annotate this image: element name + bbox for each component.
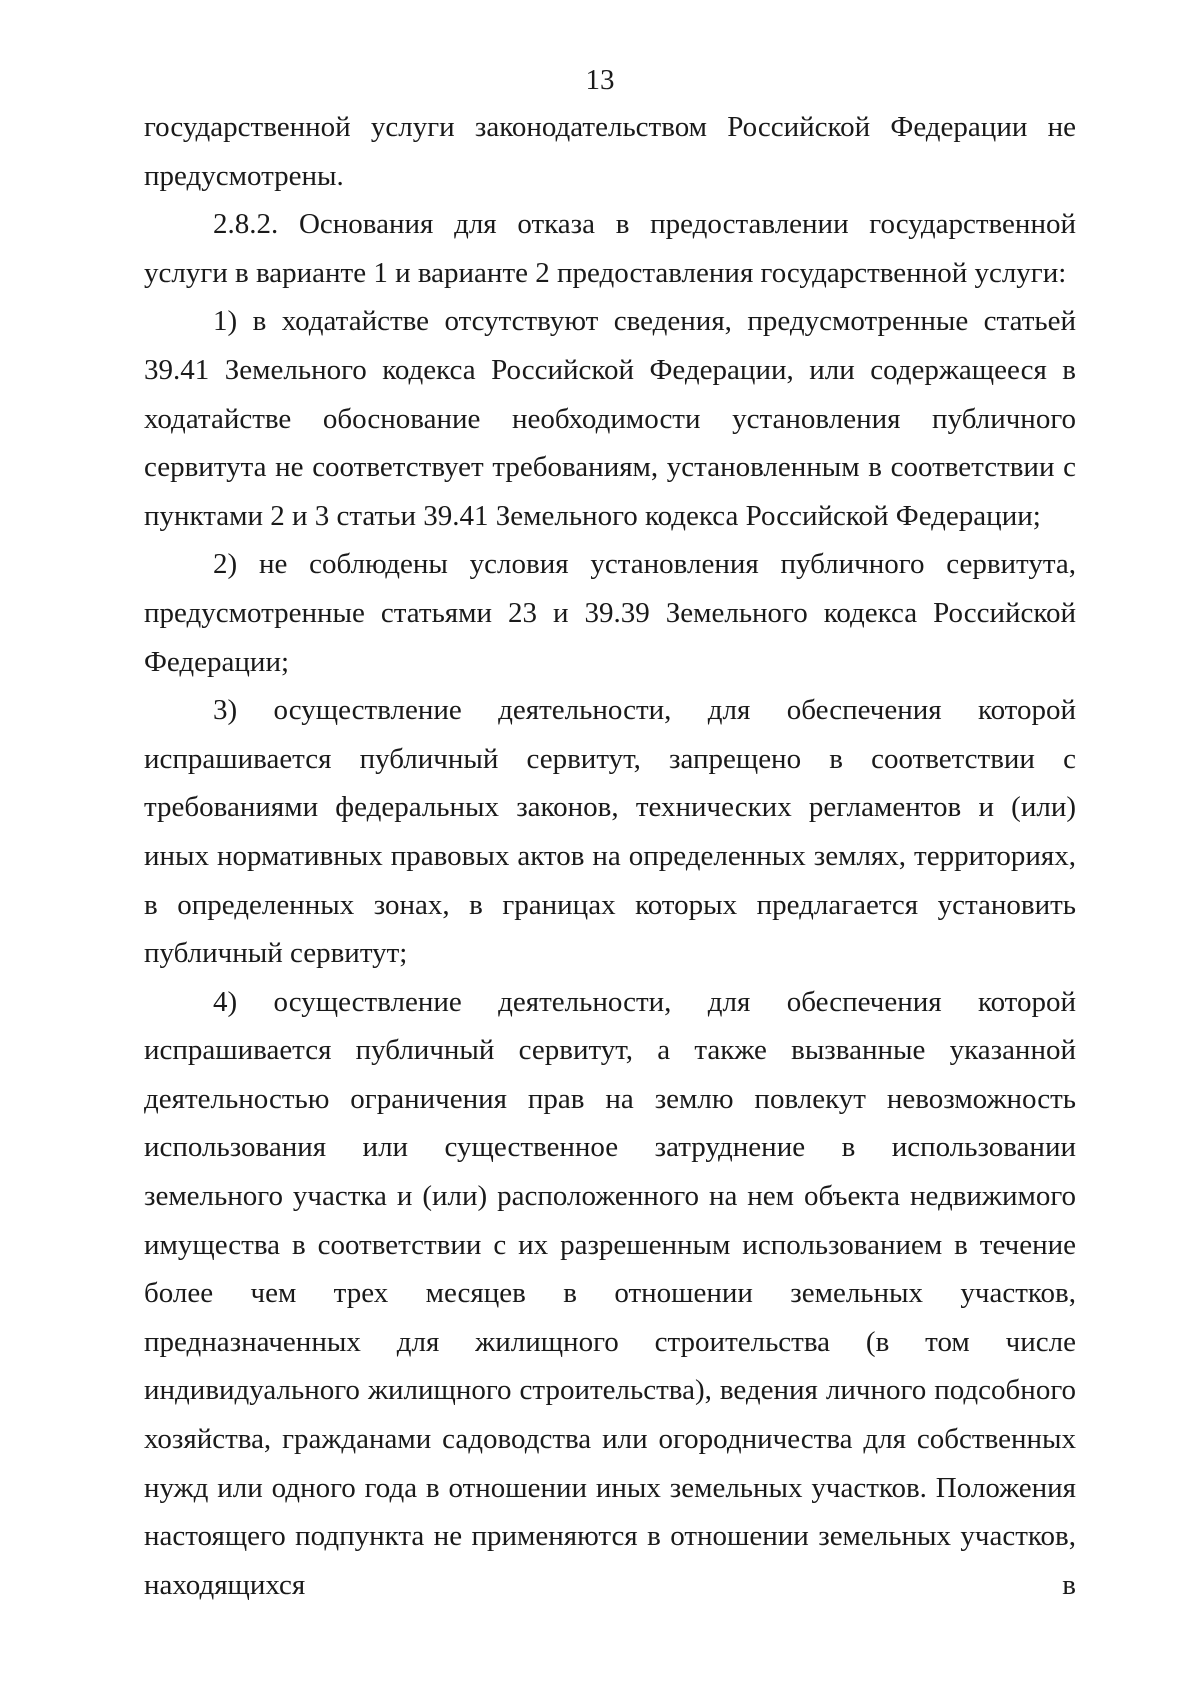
list-item-4: 4) осуществление деятельности, для обеспечения которой испрашивается публичный сервитут, а также вызванные указанной деятельностью ограничения прав на землю повлекут невозможность использования или существенное затруднение в использовании земельного участка и (или) расположенного на нем объекта недвижимого имущества в соответствии с их разрешенным использованием в течение более чем трех месяцев в отношении земельных участков, предназначенных для жилищного строительства (в том числе индивидуального жилищного строительства), ведения личного подсобного хозяйства, гражданами садоводства или огородничества для собственных нужд или одного года в отношении иных земельных участков. Положения настоящего подпункта не применяются в отношении земельных участков, находящихся в [144,985,1076,1601]
list-item-1: 1) в ходатайстве отсутствуют сведения, предусмотренные статьей 39.41 Земельного кодекса Российской Федерации, или содержащееся в ходатайстве обоснование необходимости установления публичного сервитута не соответствует требованиям, установленным в соответствии с пунктами 2 и 3 статьи 39.41 Земельного кодекса Российской Федерации; [144,305,1076,532]
paragraph-continuation: государственной услуги законодательством Российской Федерации не предусмотрены. [144,111,1076,192]
list-item-2: 2) не соблюдены условия установления публичного сервитута, предусмотренные статьями 23 и 39.39 Земельного кодекса Российской Федерации; [144,548,1076,678]
list-item-3: 3) осуществление деятельности, для обеспечения которой испрашивается публичный сервитут, запрещено в соответствии с требованиями федеральных законов, технических регламентов и (или) иных нормативных правовых актов на определенных землях, территориях, в определенных зонах, в границах которых предлагается установить публичный сервитут; [144,694,1076,970]
page-number: 13 [585,64,615,96]
document-body [144,103,1076,1609]
paragraph-2-8-2: 2.8.2. Основания для отказа в предоставлении государственной услуги в варианте 1 и варианте 2 предоставления государственной услуги: [144,208,1076,289]
